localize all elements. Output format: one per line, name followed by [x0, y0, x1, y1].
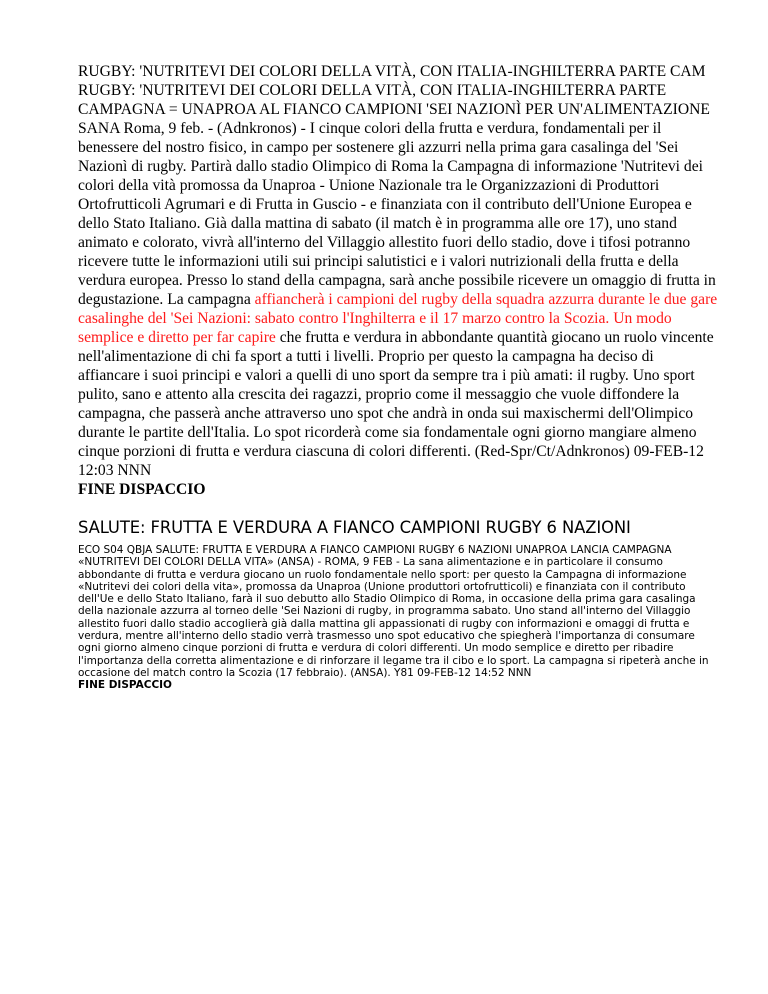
article-1-body-end: che frutta e verdura in abbondante quantità giocano un ruolo vincente nell'alimentazione di chi fa sport a tutti i livelli. Proprio per questo la campagna ha deciso di affiancare i suoi principi e valori a quelli di uno sport da sempre tra i più amati: il rugby. Uno sport pulito, sano e attento alla crescita dei ragazzi, proprio come il messaggio che vuole diffondere la campagna, che passerà anche attraverso uno spot che andrà in onda sui maxischermi dell'Olimpico durante le partite dell'Italia. Lo spot ricorderà come sia fondamentale ogni giorno mangiare almeno cinque porzioni di frutta e verdura ciascuna di colori differenti. (Red-Spr/Ct/Adnkronos) 09-FEB-12 12:03 NNN: [78, 329, 718, 479]
article-1-text: [78, 81, 722, 480]
document-page: [78, 62, 722, 692]
article-1-highlighted-text: affiancherà i campioni del rugby della squadra azzurra durante le due gare casalinghe del 'Sei Nazioni: sabato contro l'Inghilterra e il 17 marzo contro la Scozia. Un modo semplice e diretto per far capire: [78, 291, 722, 346]
article-1-end-marker: FINE DISPACCIO: [78, 481, 206, 498]
article-2-body: ECO S04 QBJA SALUTE: FRUTTA E VERDURA A FIANCO CAMPIONI RUGBY 6 NAZIONI UNAPROA LANCIA CAMPAGNA «NUTRITEVI DEI COLORI DELLA VITA» (ANSA) - ROMA, 9 FEB - La sana alimentazione e in particolare il consumo abbondante di frutta e verdura giocano un ruolo fondamentale nello sport: per questo la Campagna di informazione «Nutritevi dei colori della vita», promossa da Unaproa (Unione produttori ortofrutticoli) e finanziata con il contributo dell'Ue e dello Stato Italiano, farà il suo debutto allo Stadio Olimpico di Roma, in occasione della prima gara casalinga della nazionale azzurra al torneo delle 'Sei Nazioni di rugby, in programma sabato. Uno stand all'interno del Villaggio allestito fuori dallo stadio accoglierà già dalla mattina gli appassionati di rugby con informazioni e omaggi di frutta e verdura, mentre all'interno dello stadio verrà trasmesso uno spot educativo che spiegherà l'importanza di consumare ogni giorno almeno cinque porzioni di frutta e verdura di colori differenti. Un modo semplice e diretto per ribadire l'importanza della corretta alimentazione e di rinforzare il legame tra il cibo e lo sport. La campagna si ripeterà anche in occasione del match contro la Scozia (17 febbraio). (ANSA). Y81 09-FEB-12 14:52 NNN: [78, 544, 709, 679]
article-adnkronos: [78, 62, 722, 499]
article-1-short-headline: RUGBY: 'NUTRITEVI DEI COLORI DELLA VITÀ, CON ITALIA-INGHILTERRA PARTE CAM: [78, 63, 706, 80]
article-2-end-marker: FINE DISPACCIO: [78, 679, 172, 692]
article-2-headline: SALUTE: FRUTTA E VERDURA A FIANCO CAMPIONI RUGBY 6 NAZIONI: [78, 518, 631, 537]
article-1-full-headline: RUGBY: 'NUTRITEVI DEI COLORI DELLA VITÀ, CON ITALIA-INGHILTERRA PARTE CAMPAGNA = UNAPROA AL FIANCO CAMPIONI 'SEI NAZIONÌ PER UN'ALIMENTAZIONE SANA: [78, 82, 714, 137]
article-1-body-start: Roma, 9 feb. - (Adnkronos) - I cinque colori della frutta e verdura, fondamentali per il benessere del nostro fisico, in campo per sostenere gli azzurri nella prima gara casalinga del 'Sei Nazionì di rugby. Partirà dallo stadio Olimpico di Roma la Campagna di informazione 'Nutritevi dei colori della vità promossa da Unaproa - Unione Nazionale tra le Organizzazioni di Produttori Ortofrutticoli Agrumari e di Frutta in Guscio - e finanziata con il contributo dell'Unione Europea e dello Stato Italiano. Già dalla mattina di sabato (il match è in programma alle ore 17), uno stand animato e colorato, vivrà all'interno del Villaggio allestito fuori dello stadio, dove i tifosi potranno ricevere tutte le informazioni utili sui principi salutistici e i valori nutrizionali della frutta e della verdura europea. Presso lo stand della campagna, sarà anche possibile ricevere un omaggio di frutta in degustazione. La campagna: [78, 120, 720, 308]
